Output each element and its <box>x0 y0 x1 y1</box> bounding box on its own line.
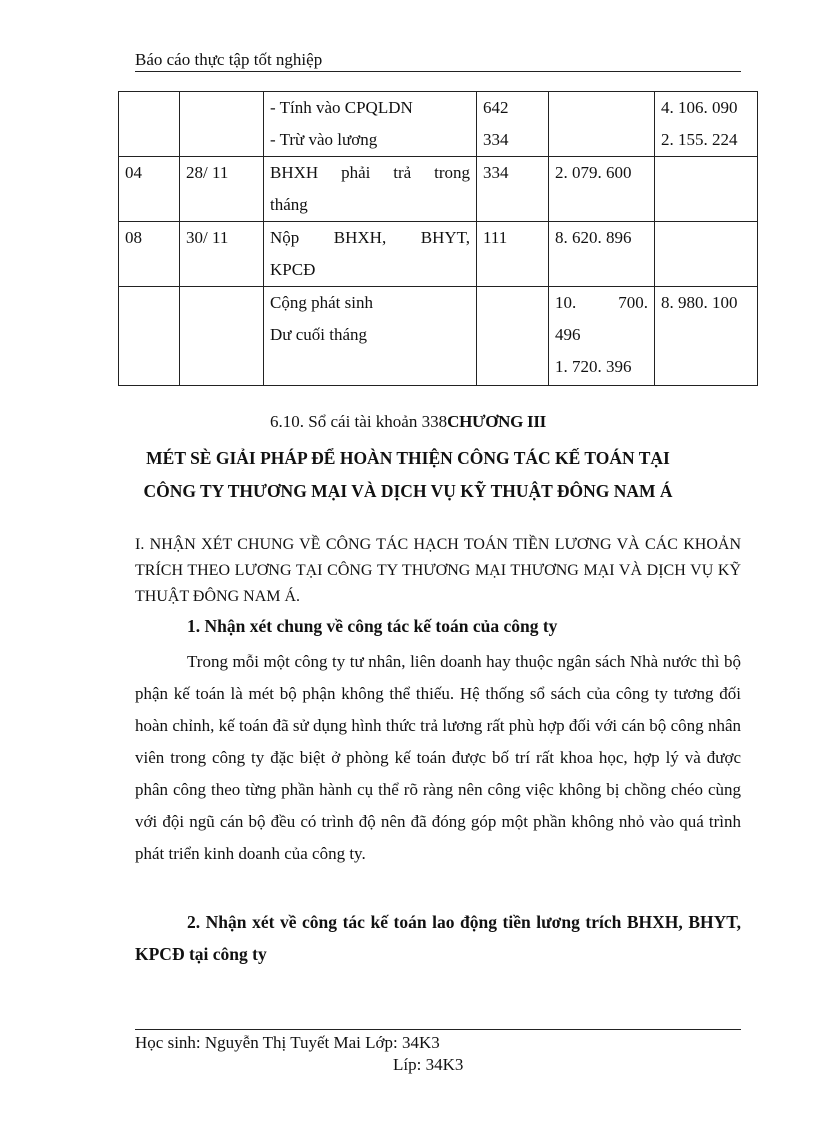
subheading-1: 1. Nhận xét chung về công tác kế toán của công ty <box>187 616 558 636</box>
desc-line: Dư cuối tháng <box>270 325 368 344</box>
desc-line: Cộng phát sinh <box>270 293 373 312</box>
subheading-2: 2. Nhận xét về công tác kế toán lao động tiền lương trích BHXH, BHYT, KPCĐ tại công ty <box>135 912 741 964</box>
cell-date <box>180 92 264 157</box>
debit-line: 8. 620. 896 <box>555 228 632 247</box>
cell-date <box>180 287 264 386</box>
chapter-number: CHƯƠNG III <box>447 412 546 431</box>
page-header: Báo cáo thực tập tốt nghiệp <box>135 50 323 69</box>
desc-line: KPCĐ <box>270 260 316 279</box>
table-row <box>119 222 758 287</box>
cell-desc <box>264 157 477 222</box>
cell-credit <box>655 157 758 222</box>
account-line: 111 <box>483 228 508 247</box>
table-row <box>119 287 758 386</box>
account-line: 642 <box>483 98 509 117</box>
footer-author: Học sinh: Nguyễn Thị Tuyết Mai Lớp: 34K3 <box>135 1033 440 1052</box>
ledger-table <box>118 91 758 386</box>
credit-line: 2. 155. 224 <box>661 130 738 149</box>
cell-no: 04 <box>119 157 180 222</box>
debit-line: 496 <box>555 325 581 344</box>
cell-credit <box>655 222 758 287</box>
debit-line: 1. 720. 396 <box>555 357 632 376</box>
chapter-title <box>0 442 816 508</box>
cell-credit <box>655 92 758 157</box>
cell-desc <box>264 287 477 386</box>
cell-debit <box>549 92 655 157</box>
table-row <box>119 157 758 222</box>
cell-date: 28/ 11 <box>180 157 264 222</box>
desc-line: tháng <box>270 195 308 214</box>
body-paragraph: Trong mỗi một công ty tư nhân, liên doanh hay thuộc ngân sách Nhà nước thì bộ phận kế toán là mét bộ phận không thể thiếu. Hệ thống sổ sách của công ty tương đối hoàn chỉnh, kế toán đã sử dụng hình thức trả lương rất phù hợp đối với cán bộ công nhân viên trong công ty đặc biệt ở phòng kế toán được bố trí rất khoa học, hợp lý và được phân công theo từng phần hành cụ thể rõ ràng nên công việc không bị chồng chéo cùng với đội ngũ cán bộ đều có trình độ nên đã đóng góp một phần không nhỏ vào quá trình phát triển kinh doanh của công ty. <box>135 652 741 863</box>
desc-line: - Tính vào CPQLDN <box>270 98 413 117</box>
sheet-caption-line <box>0 412 816 432</box>
cell-debit <box>549 157 655 222</box>
cell-desc <box>264 92 477 157</box>
credit-line: 4. 106. 090 <box>661 98 738 117</box>
table-row <box>119 92 758 157</box>
cell-no <box>119 287 180 386</box>
credit-line: 8. 980. 100 <box>661 293 738 312</box>
cell-desc <box>264 222 477 287</box>
account-line: 334 <box>483 163 509 182</box>
footer-class: Líp: 34K3 <box>393 1055 464 1074</box>
sheet-caption: 6.10. Sổ cái tài khoản 338 <box>270 412 448 431</box>
cell-account <box>477 287 549 386</box>
header-rule <box>135 71 741 72</box>
debit-line: 2. 079. 600 <box>555 163 632 182</box>
footer-rule <box>135 1029 741 1030</box>
cell-no: 08 <box>119 222 180 287</box>
desc-line: BHXH phải trả trong <box>270 163 470 182</box>
account-line: 334 <box>483 130 509 149</box>
desc-line: Nộp BHXH, BHYT, <box>270 228 470 247</box>
cell-credit <box>655 287 758 386</box>
section-heading: I. NHẬN XÉT CHUNG VỀ CÔNG TÁC HẠCH TOÁN TIỀN LƯƠNG VÀ CÁC KHOẢN TRÍCH THEO LƯƠNG TẠI CÔNG TY THƯƠNG MẠI THƯƠNG MẠI VÀ DỊCH VỤ KỸ THUẬT ĐÔNG NAM Á. <box>135 536 741 605</box>
cell-debit <box>549 222 655 287</box>
chapter-title-line: MÉT SÈ GIẢI PHÁP ĐỂ HOÀN THIỆN CÔNG TÁC KẾ TOÁN TẠI <box>146 448 670 468</box>
cell-debit <box>549 287 655 386</box>
desc-line: - Trừ vào lương <box>270 130 378 149</box>
cell-account <box>477 157 549 222</box>
cell-account <box>477 222 549 287</box>
cell-no <box>119 92 180 157</box>
debit-line: 10. 700. <box>555 293 648 312</box>
cell-date: 30/ 11 <box>180 222 264 287</box>
chapter-title-line: CÔNG TY THƯƠNG MẠI VÀ DỊCH VỤ KỸ THUẬT ĐÔNG NAM Á <box>143 481 673 501</box>
cell-account <box>477 92 549 157</box>
